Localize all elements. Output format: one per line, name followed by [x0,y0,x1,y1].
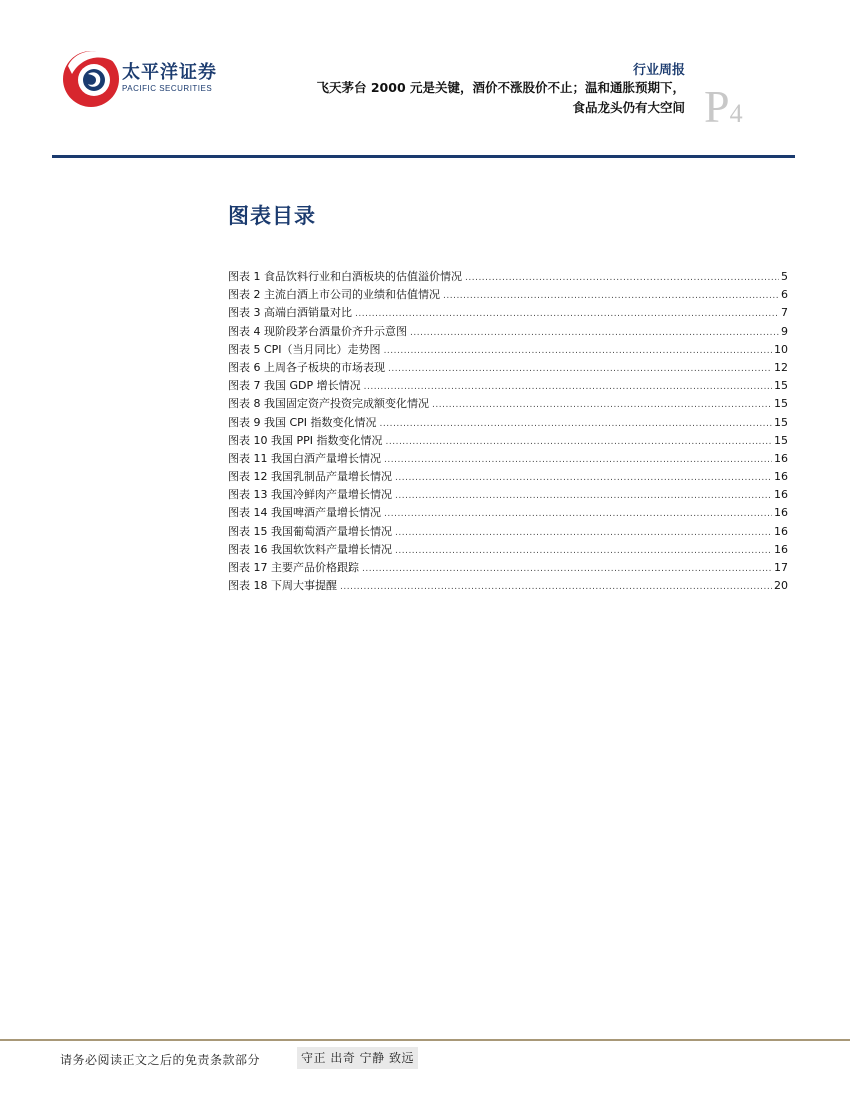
toc-entry-page: 20 [774,579,788,593]
logo-english-name: PACIFIC SECURITIES [122,84,213,93]
logo-chinese-name: 太平洋证券 [122,62,217,83]
toc-entry[interactable] [228,541,788,559]
toc-leader-dots [364,382,772,392]
toc-leader-dots [380,419,772,429]
header-divider [52,155,795,158]
toc-leader-dots [388,364,772,374]
toc-entry-page: 15 [774,415,788,429]
toc-entry-label: 图表 9 我国 CPI 指数变化情况 [228,415,377,429]
toc-entry-page: 15 [774,397,788,411]
toc-leader-dots [340,582,772,592]
toc-list [228,268,788,595]
toc-entry[interactable] [228,323,788,341]
report-title [225,78,685,118]
report-title-line-2: 食品龙头仍有大空间 [572,100,685,115]
toc-entry-page: 15 [774,379,788,393]
toc-entry[interactable] [228,577,788,595]
toc-entry-page: 7 [781,306,788,320]
toc-entry-page: 9 [781,324,788,338]
toc-entry-page: 17 [774,561,788,574]
toc-entry-page: 15 [774,433,788,447]
toc-leader-dots [395,546,772,556]
toc-entry-page: 16 [774,506,788,520]
toc-leader-dots [384,509,772,519]
report-title-line-1: 飞天茅台 2000 元是关键，酒价不涨股价不止；温和通胀预期下， [316,80,685,95]
page-number [704,80,743,133]
toc-entry-page: 16 [774,542,788,556]
toc-entry[interactable] [228,286,788,304]
toc-entry-label: 图表 17 主要产品价格跟踪 [228,561,359,574]
toc-entry-label: 图表 12 我国乳制品产量增长情况 [228,470,392,484]
toc-leader-dots [395,491,772,501]
toc-entry-page: 16 [774,488,788,502]
footer-motto: 守正 出奇 宁静 致远 [297,1047,418,1069]
toc-entry[interactable] [228,450,788,468]
toc-leader-dots [410,328,779,338]
toc-entry-label: 图表 11 我国白酒产量增长情况 [228,451,381,465]
page-number-value: 4 [729,99,743,128]
toc-entry-label: 图表 10 我国 PPI 指数变化情况 [228,433,383,447]
toc-entry-label: 图表 7 我国 GDP 增长情况 [228,379,361,393]
toc-leader-dots [384,455,772,465]
toc-entry[interactable] [228,414,788,432]
toc-entry[interactable] [228,523,788,541]
toc-leader-dots [395,473,772,483]
toc-heading: 图表目录 [228,204,316,228]
toc-leader-dots [355,309,779,319]
toc-leader-dots [384,346,772,356]
toc-entry-page: 12 [774,360,788,374]
toc-entry[interactable] [228,432,788,450]
toc-leader-dots [362,564,772,574]
toc-entry-label: 图表 6 上周各子板块的市场表现 [228,360,385,374]
toc-entry[interactable] [228,504,788,522]
toc-entry[interactable] [228,559,788,577]
page-number-prefix: P [704,81,730,132]
toc-leader-dots [443,291,779,301]
toc-entry-page: 16 [774,524,788,538]
toc-entry-label: 图表 15 我国葡萄酒产量增长情况 [228,524,392,538]
toc-leader-dots [465,273,779,283]
toc-entry-page: 16 [774,451,788,465]
toc-entry[interactable] [228,395,788,413]
pacific-securities-logo-icon [58,44,124,110]
toc-leader-dots [386,437,773,447]
toc-entry-label: 图表 3 高端白酒销量对比 [228,306,352,320]
toc-entry-label: 图表 14 我国啤酒产量增长情况 [228,506,381,520]
toc-entry[interactable] [228,486,788,504]
toc-entry-label: 图表 18 下周大事提醒 [228,579,337,593]
toc-entry-label: 图表 16 我国软饮料产量增长情况 [228,542,392,556]
toc-entry-label: 图表 1 食品饮料行业和白酒板块的估值溢价情况 [228,270,462,283]
company-logo [58,44,238,110]
toc-entry-label: 图表 4 现阶段茅台酒量价齐升示意图 [228,324,407,338]
toc-entry-page: 5 [781,270,788,283]
toc-entry[interactable] [228,359,788,377]
report-type: 行业周报 [632,63,685,78]
footer-divider [0,1039,850,1041]
toc-entry[interactable] [228,341,788,359]
toc-entry-page: 16 [774,470,788,484]
toc-entry-label: 图表 5 CPI（当月同比）走势图 [228,342,381,356]
toc-entry-label: 图表 13 我国冷鲜肉产量增长情况 [228,488,392,502]
footer-disclaimer: 请务必阅读正文之后的免责条款部分 [60,1053,261,1067]
toc-entry[interactable] [228,377,788,395]
toc-entry[interactable] [228,304,788,322]
toc-leader-dots [395,528,772,538]
toc-leader-dots [432,400,772,410]
toc-entry-page: 10 [774,342,788,356]
toc-entry[interactable] [228,268,788,286]
toc-entry[interactable] [228,468,788,486]
toc-entry-label: 图表 2 主流白酒上市公司的业绩和估值情况 [228,288,440,302]
toc-entry-page: 6 [781,288,788,302]
toc-entry-label: 图表 8 我国固定资产投资完成额变化情况 [228,397,429,411]
